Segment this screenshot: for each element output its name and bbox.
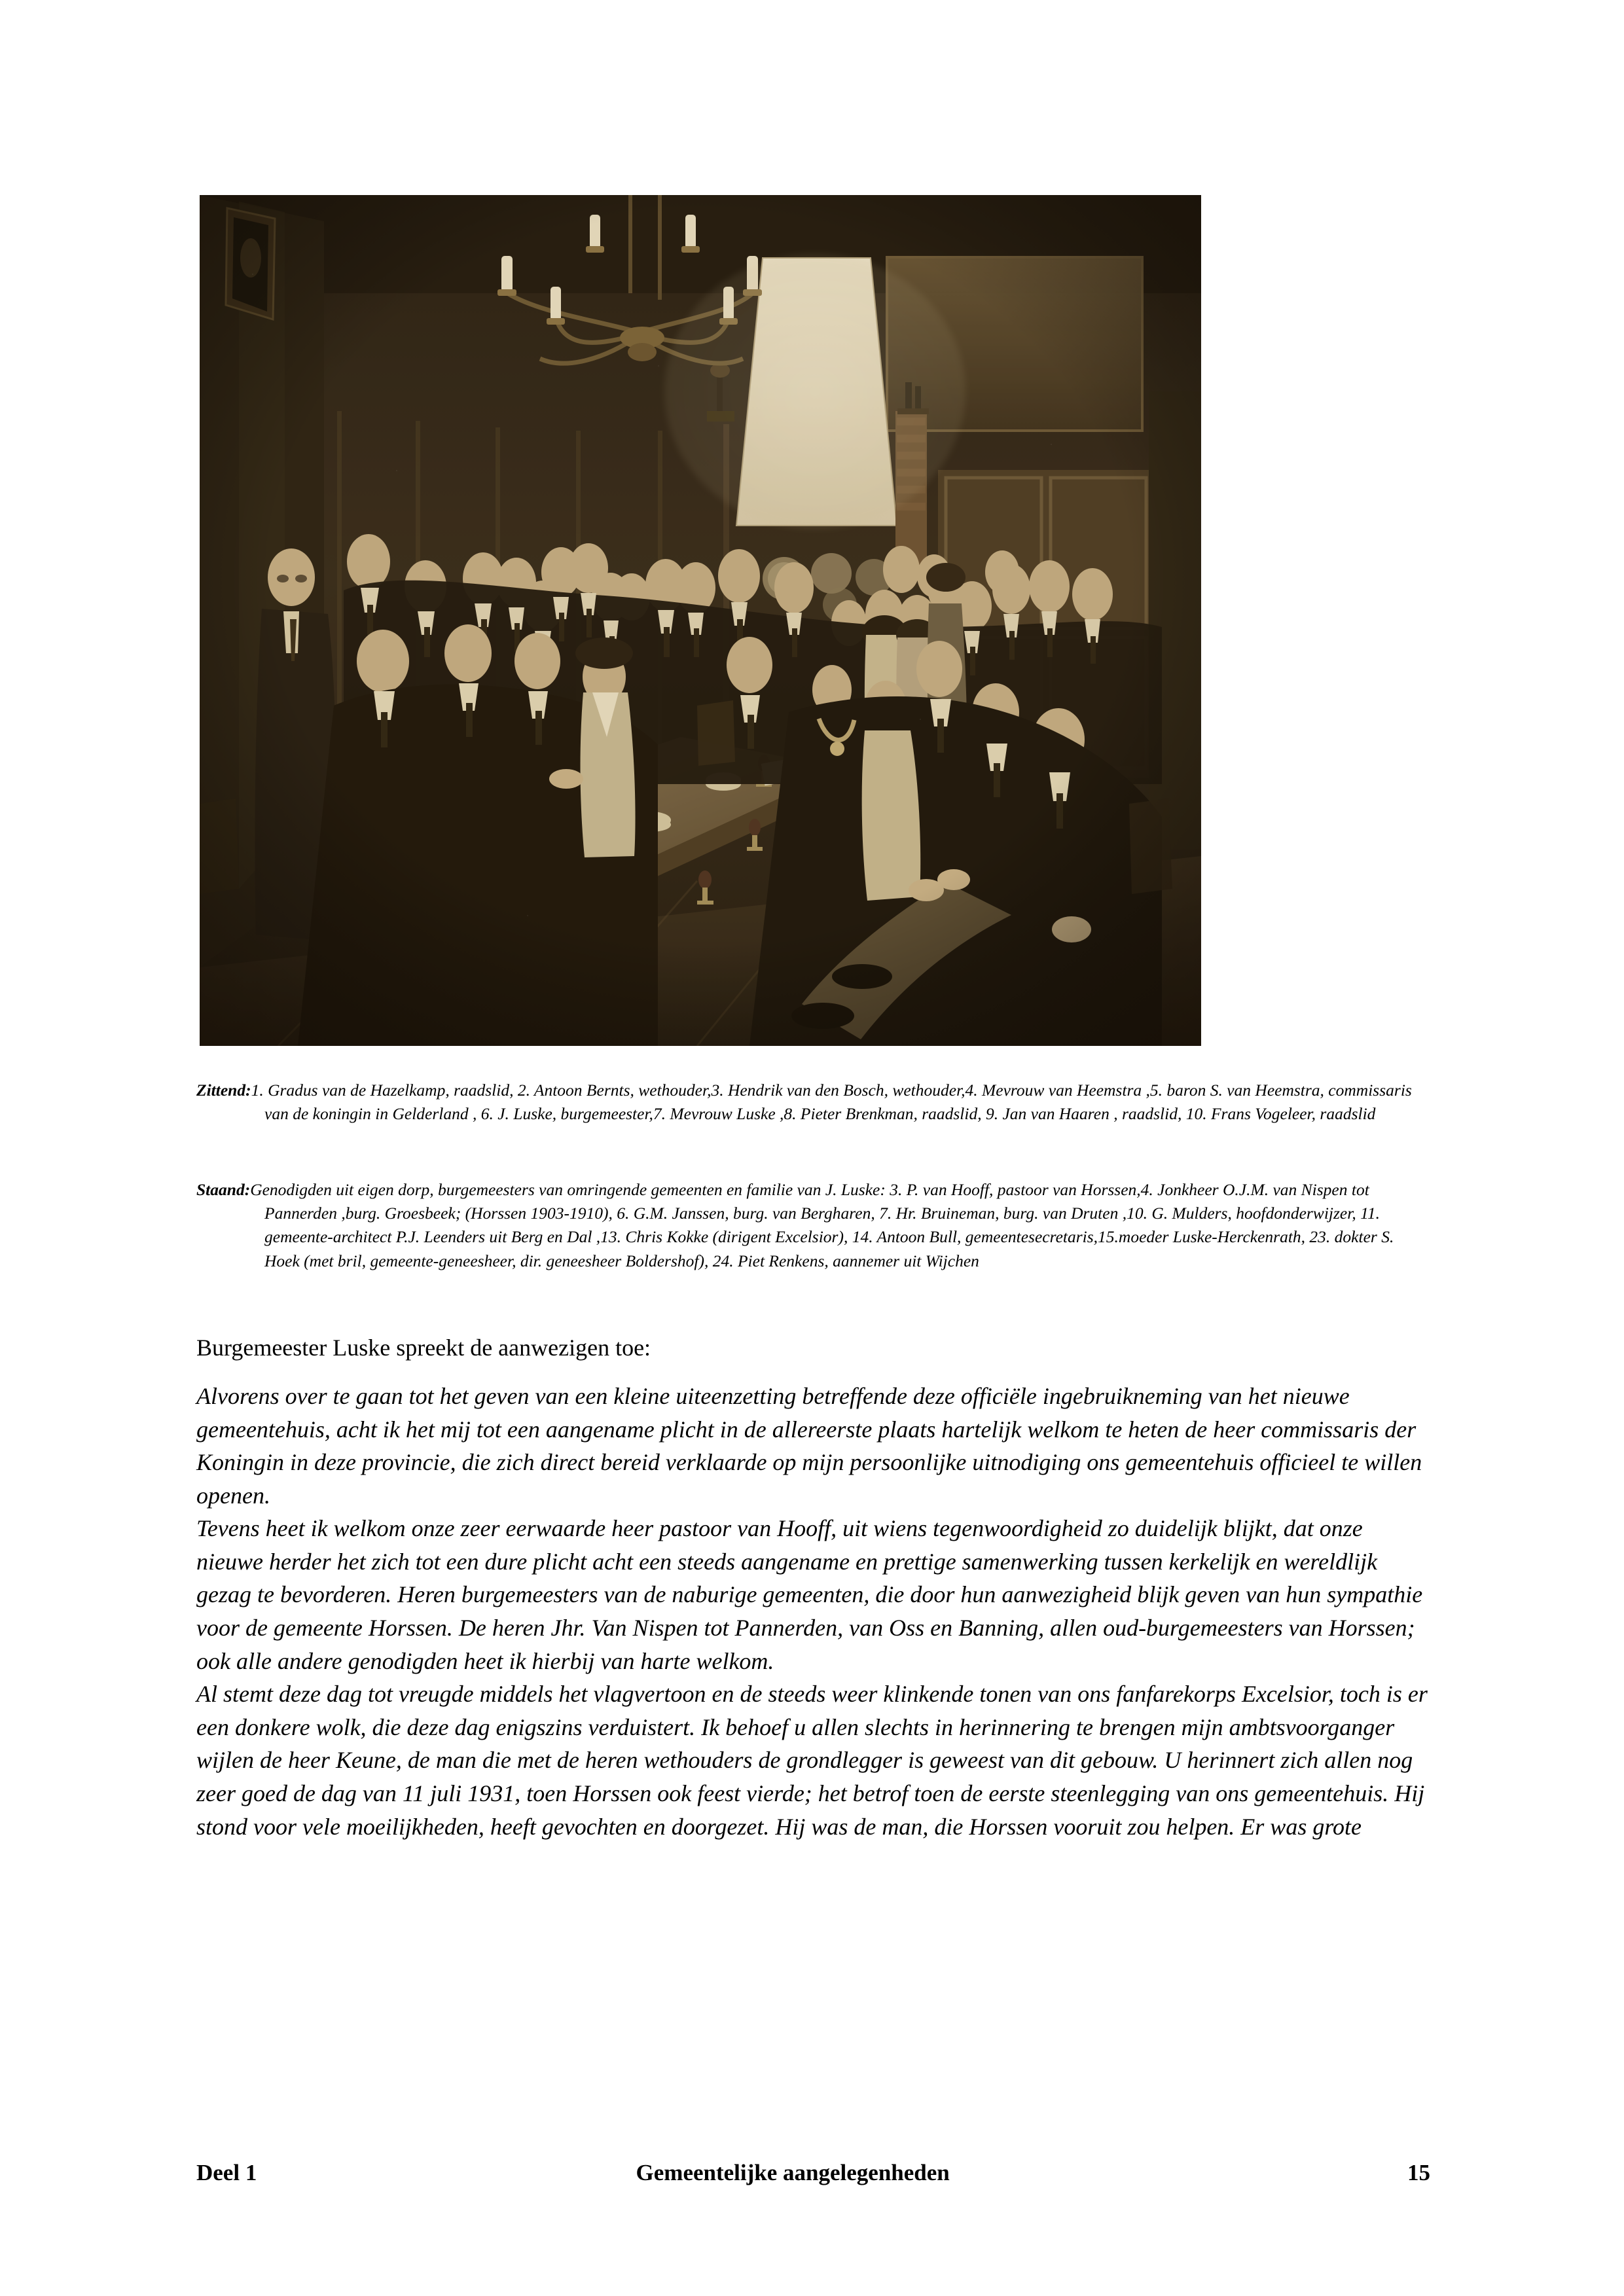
page-footer — [196, 2160, 1430, 2186]
photo-caption-staand — [196, 1178, 1427, 1273]
speech-body — [196, 1380, 1434, 1843]
caption-zittend-text: 1. Gradus van de Hazelkamp, raadslid, 2. Antoon Bernts, wethouder,3. Hendrik van den Bosch, wethouder,4. Mevrouw van Heemstra ,5. baron S. van Heemstra, commissaris van de koningin in Gelderland , 6. J. Luske, burgemeester,7. Mevrouw Luske ,8. Pieter Brenkman, raadslid, 9. Jan van Haaren , raadslid, 10. Frans Vogeleer, raadslid — [251, 1081, 1412, 1124]
speech-paragraph: Alvorens over te gaan tot het geven van een kleine uiteenzetting betreffende deze officiële ingebruikneming van het nieuwe gemeentehuis, acht ik het mij tot een aangename plicht in de allereerste plaats hartelijk welkom te heten de heer commissaris der Koningin in deze provincie, die zich direct bereid verklaarde op mijn persoonlijke uitnodiging ons gemeentehuis officieel te willen openen. — [196, 1383, 1422, 1509]
page-number: 15 — [1407, 2160, 1430, 2185]
footer-part-label: Deel 1 — [196, 2160, 257, 2185]
photo-image — [200, 195, 1201, 1046]
caption-staand-text: Genodigden uit eigen dorp, burgemeesters van omringende gemeenten en familie van J. Luske: 3. P. van Hooff, pastoor van Horssen,4. Jonkheer O.J.M. van Nispen tot Pannerden ,burg. Groesbeek; (Horssen 1903-1910), 6. G.M. Janssen, burg. van Bergharen, 7. Hr. Bruineman, burg. van Druten ,10. G. Mulders, hoofdonderwijzer, 11. gemeente-architect P.J. Leenders uit Berg en Dal ,13. Chris Kokke (dirigent Excelsior), 14. Antoon Bull, gemeentesecretaris,15.moeder Luske-Herckenrath, 23. dokter S. Hoek (met bril, gemeente-geneesheer, dir. geneesheer Boldershof), 24. Piet Renkens, aannemer uit Wijchen — [250, 1180, 1394, 1270]
caption-zittend-label: Zittend: — [196, 1081, 251, 1100]
caption-staand-label: Staand: — [196, 1180, 251, 1199]
photo-illustration — [200, 195, 1201, 1046]
caption-zittend-body — [196, 1079, 1427, 1126]
speech-paragraph: Al stemt deze dag tot vreugde middels het vlagvertoon en de steeds weer klinkende tonen van ons fanfarekorps Excelsior, toch is er een donkere wolk, die deze dag enigszins verduistert. Ik behoef u allen slechts in herinnering te brengen mijn ambtsvoorganger wijlen de heer Keune, de man die met de heren wethouders de grondlegger is geweest van dit gebouw. U herinnert zich allen nog zeer goed de dag van 11 juli 1931, toen Horssen ook feest vierde; het betrof toen de eerste steenlegging van ons gemeentehuis. Hij stond voor vele moeilijkheden, heeft gevochten en doorgezet. Hij was de man, die Horssen vooruit zou helpen. Er was grote — [196, 1681, 1428, 1840]
photo-caption-zittend — [196, 1079, 1427, 1126]
speech-paragraph: Tevens heet ik welkom onze zeer eerwaarde heer pastoor van Hooff, uit wiens tegenwoordigheid zo duidelijk blijkt, dat onze nieuwe herder het zich tot een dure plicht acht een steeds aangename en prettige samenwerking tussen kerkelijk en wereldlijk gezag te bevorderen. Heren burgemeesters van de naburige gemeenten, die door hun aanwezigheid blijk geven van hun sympathie voor de gemeente Horssen. De heren Jhr. Van Nispen tot Pannerden, van Oss en Banning, allen oud-burgemeesters van Horssen; ook alle andere genodigden heet ik hierbij van harte welkom. — [196, 1515, 1423, 1674]
footer-chapter-title: Gemeentelijke aangelegenheden — [636, 2160, 950, 2185]
section-heading: Burgemeester Luske spreekt de aanwezigen toe: — [196, 1335, 651, 1361]
caption-staand-body — [196, 1178, 1427, 1273]
historic-photograph — [200, 195, 1201, 1046]
